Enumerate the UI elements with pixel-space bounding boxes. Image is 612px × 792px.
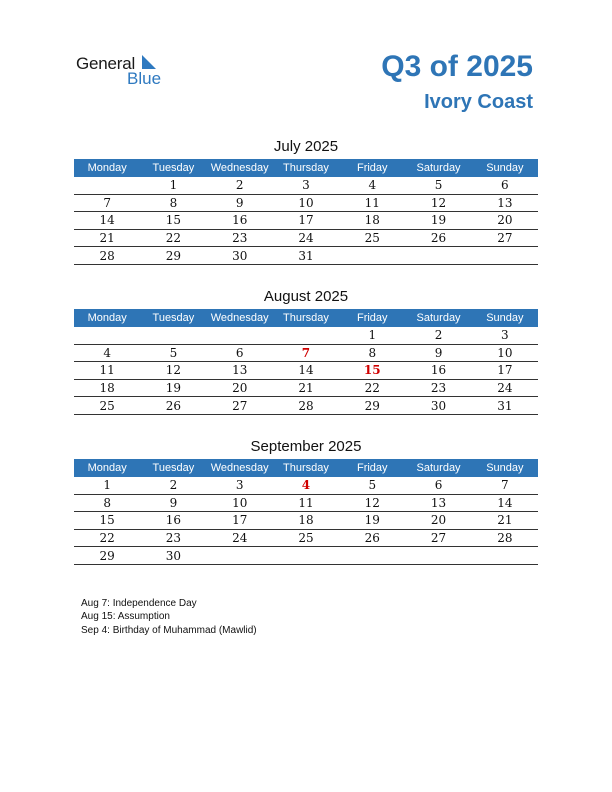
holiday-day-cell: 7 bbox=[273, 344, 339, 362]
day-cell: 6 bbox=[472, 177, 538, 194]
country-name: Ivory Coast bbox=[424, 91, 533, 113]
day-cell: 23 bbox=[140, 529, 206, 547]
day-cell: 22 bbox=[74, 529, 140, 547]
day-cell: 21 bbox=[273, 379, 339, 397]
month-title: July 2025 bbox=[273, 138, 339, 155]
empty-day-cell bbox=[472, 547, 538, 565]
weekday-header-thursday: Thursday bbox=[273, 459, 339, 477]
day-cell: 9 bbox=[207, 194, 273, 212]
day-cell: 18 bbox=[339, 212, 405, 230]
weekday-header-wednesday: Wednesday bbox=[207, 309, 273, 327]
page-title: Q3 of 2025 bbox=[381, 50, 533, 83]
day-cell: 15 bbox=[74, 512, 140, 530]
day-cell: 7 bbox=[472, 477, 538, 494]
day-cell: 29 bbox=[74, 547, 140, 565]
day-cell: 15 bbox=[140, 212, 206, 230]
generalblue-logo bbox=[76, 54, 176, 88]
day-cell: 13 bbox=[472, 194, 538, 212]
day-cell: 17 bbox=[207, 512, 273, 530]
day-cell: 4 bbox=[339, 177, 405, 194]
day-cell: 29 bbox=[339, 397, 405, 415]
day-cell: 27 bbox=[207, 397, 273, 415]
empty-day-cell bbox=[207, 327, 273, 344]
day-cell: 1 bbox=[339, 327, 405, 344]
day-cell: 19 bbox=[339, 512, 405, 530]
day-cell: 9 bbox=[405, 344, 471, 362]
day-cell: 10 bbox=[472, 344, 538, 362]
day-cell: 30 bbox=[405, 397, 471, 415]
holiday-note: Aug 15: Assumption bbox=[81, 611, 170, 623]
weekday-header-row bbox=[74, 159, 538, 177]
day-cell: 20 bbox=[405, 512, 471, 530]
empty-day-cell bbox=[273, 547, 339, 565]
day-cell: 26 bbox=[140, 397, 206, 415]
empty-day-cell bbox=[74, 177, 140, 194]
day-cell: 11 bbox=[339, 194, 405, 212]
week-row bbox=[74, 547, 538, 565]
day-cell: 8 bbox=[140, 194, 206, 212]
day-cell: 21 bbox=[74, 229, 140, 247]
week-row bbox=[74, 327, 538, 344]
day-cell: 3 bbox=[273, 177, 339, 194]
week-row bbox=[74, 229, 538, 247]
day-cell: 2 bbox=[140, 477, 206, 494]
day-cell: 5 bbox=[339, 477, 405, 494]
day-cell: 27 bbox=[472, 229, 538, 247]
weekday-header-thursday: Thursday bbox=[273, 309, 339, 327]
weekday-header-saturday: Saturday bbox=[405, 309, 471, 327]
day-cell: 17 bbox=[273, 212, 339, 230]
holiday-note: Aug 7: Independence Day bbox=[81, 598, 197, 609]
day-cell: 28 bbox=[472, 529, 538, 547]
weekday-header-sunday: Sunday bbox=[472, 159, 538, 177]
day-cell: 19 bbox=[405, 212, 471, 230]
day-cell: 28 bbox=[273, 397, 339, 415]
day-cell: 16 bbox=[405, 362, 471, 380]
day-cell: 8 bbox=[339, 344, 405, 362]
day-cell: 20 bbox=[207, 379, 273, 397]
day-cell: 25 bbox=[339, 229, 405, 247]
weekday-header-saturday: Saturday bbox=[405, 459, 471, 477]
weekday-header-wednesday: Wednesday bbox=[207, 159, 273, 177]
day-cell: 26 bbox=[405, 229, 471, 247]
day-cell: 26 bbox=[339, 529, 405, 547]
day-cell: 4 bbox=[74, 344, 140, 362]
empty-day-cell bbox=[339, 547, 405, 565]
day-cell: 1 bbox=[140, 177, 206, 194]
weekday-header-monday: Monday bbox=[74, 459, 140, 477]
day-cell: 5 bbox=[405, 177, 471, 194]
empty-day-cell bbox=[140, 327, 206, 344]
empty-day-cell bbox=[273, 327, 339, 344]
weekday-header-monday: Monday bbox=[74, 309, 140, 327]
week-row bbox=[74, 512, 538, 530]
logo-general-text: General bbox=[76, 54, 136, 73]
day-cell: 12 bbox=[339, 494, 405, 512]
month-title: August 2025 bbox=[263, 288, 349, 305]
holiday-note: Sep 4: Birthday of Muhammad (Mawlid) bbox=[81, 624, 257, 636]
holiday-notes bbox=[81, 597, 257, 637]
day-cell: 25 bbox=[273, 529, 339, 547]
day-cell: 17 bbox=[472, 362, 538, 380]
empty-day-cell bbox=[405, 247, 471, 265]
empty-day-cell bbox=[472, 247, 538, 265]
week-row bbox=[74, 247, 538, 265]
week-row bbox=[74, 362, 538, 380]
day-cell: 2 bbox=[405, 327, 471, 344]
day-cell: 20 bbox=[472, 212, 538, 230]
day-cell: 30 bbox=[140, 547, 206, 565]
weekday-header-saturday: Saturday bbox=[405, 159, 471, 177]
day-cell: 16 bbox=[140, 512, 206, 530]
day-cell: 13 bbox=[207, 362, 273, 380]
calendar-table bbox=[74, 159, 538, 265]
day-cell: 6 bbox=[207, 344, 273, 362]
day-cell: 10 bbox=[273, 194, 339, 212]
weekday-header-tuesday: Tuesday bbox=[140, 309, 206, 327]
day-cell: 7 bbox=[74, 194, 140, 212]
day-cell: 24 bbox=[273, 229, 339, 247]
day-cell: 31 bbox=[273, 247, 339, 265]
day-cell: 16 bbox=[207, 212, 273, 230]
week-row bbox=[74, 529, 538, 547]
day-cell: 24 bbox=[207, 529, 273, 547]
weekday-header-tuesday: Tuesday bbox=[140, 459, 206, 477]
day-cell: 11 bbox=[273, 494, 339, 512]
day-cell: 10 bbox=[207, 494, 273, 512]
day-cell: 12 bbox=[140, 362, 206, 380]
week-row bbox=[74, 379, 538, 397]
weekday-header-row bbox=[74, 309, 538, 327]
day-cell: 27 bbox=[405, 529, 471, 547]
day-cell: 19 bbox=[140, 379, 206, 397]
day-cell: 25 bbox=[74, 397, 140, 415]
weekday-header-monday: Monday bbox=[74, 159, 140, 177]
month-calendar-august bbox=[74, 286, 538, 415]
day-cell: 24 bbox=[472, 379, 538, 397]
weekday-header-thursday: Thursday bbox=[273, 159, 339, 177]
weekday-header-row bbox=[74, 459, 538, 477]
day-cell: 30 bbox=[207, 247, 273, 265]
weekday-header-friday: Friday bbox=[339, 459, 405, 477]
empty-day-cell bbox=[405, 547, 471, 565]
day-cell: 23 bbox=[207, 229, 273, 247]
day-cell: 14 bbox=[273, 362, 339, 380]
day-cell: 3 bbox=[472, 327, 538, 344]
calendar-table bbox=[74, 309, 538, 415]
empty-day-cell bbox=[339, 247, 405, 265]
empty-day-cell bbox=[207, 547, 273, 565]
day-cell: 13 bbox=[405, 494, 471, 512]
month-calendar-july bbox=[74, 136, 538, 265]
day-cell: 5 bbox=[140, 344, 206, 362]
day-cell: 14 bbox=[74, 212, 140, 230]
week-row bbox=[74, 494, 538, 512]
weekday-header-tuesday: Tuesday bbox=[140, 159, 206, 177]
day-cell: 22 bbox=[339, 379, 405, 397]
week-row bbox=[74, 212, 538, 230]
weekday-header-friday: Friday bbox=[339, 309, 405, 327]
holiday-day-cell: 15 bbox=[339, 362, 405, 380]
logo-blue-text: Blue bbox=[127, 69, 162, 88]
logo-triangle-icon bbox=[142, 55, 156, 69]
day-cell: 8 bbox=[74, 494, 140, 512]
day-cell: 22 bbox=[140, 229, 206, 247]
weekday-header-wednesday: Wednesday bbox=[207, 459, 273, 477]
month-calendar-september bbox=[74, 436, 538, 565]
empty-day-cell bbox=[74, 327, 140, 344]
weekday-header-friday: Friday bbox=[339, 159, 405, 177]
week-row bbox=[74, 397, 538, 415]
month-title: September 2025 bbox=[250, 438, 362, 455]
day-cell: 29 bbox=[140, 247, 206, 265]
day-cell: 28 bbox=[74, 247, 140, 265]
week-row bbox=[74, 344, 538, 362]
holiday-day-cell: 4 bbox=[273, 477, 339, 494]
day-cell: 18 bbox=[74, 379, 140, 397]
weekday-header-sunday: Sunday bbox=[472, 309, 538, 327]
day-cell: 14 bbox=[472, 494, 538, 512]
week-row bbox=[74, 177, 538, 194]
week-row bbox=[74, 477, 538, 494]
day-cell: 31 bbox=[472, 397, 538, 415]
day-cell: 2 bbox=[207, 177, 273, 194]
week-row bbox=[74, 194, 538, 212]
day-cell: 12 bbox=[405, 194, 471, 212]
day-cell: 18 bbox=[273, 512, 339, 530]
day-cell: 21 bbox=[472, 512, 538, 530]
weekday-header-sunday: Sunday bbox=[472, 459, 538, 477]
day-cell: 1 bbox=[74, 477, 140, 494]
calendar-table bbox=[74, 459, 538, 565]
day-cell: 6 bbox=[405, 477, 471, 494]
day-cell: 23 bbox=[405, 379, 471, 397]
day-cell: 3 bbox=[207, 477, 273, 494]
day-cell: 11 bbox=[74, 362, 140, 380]
day-cell: 9 bbox=[140, 494, 206, 512]
